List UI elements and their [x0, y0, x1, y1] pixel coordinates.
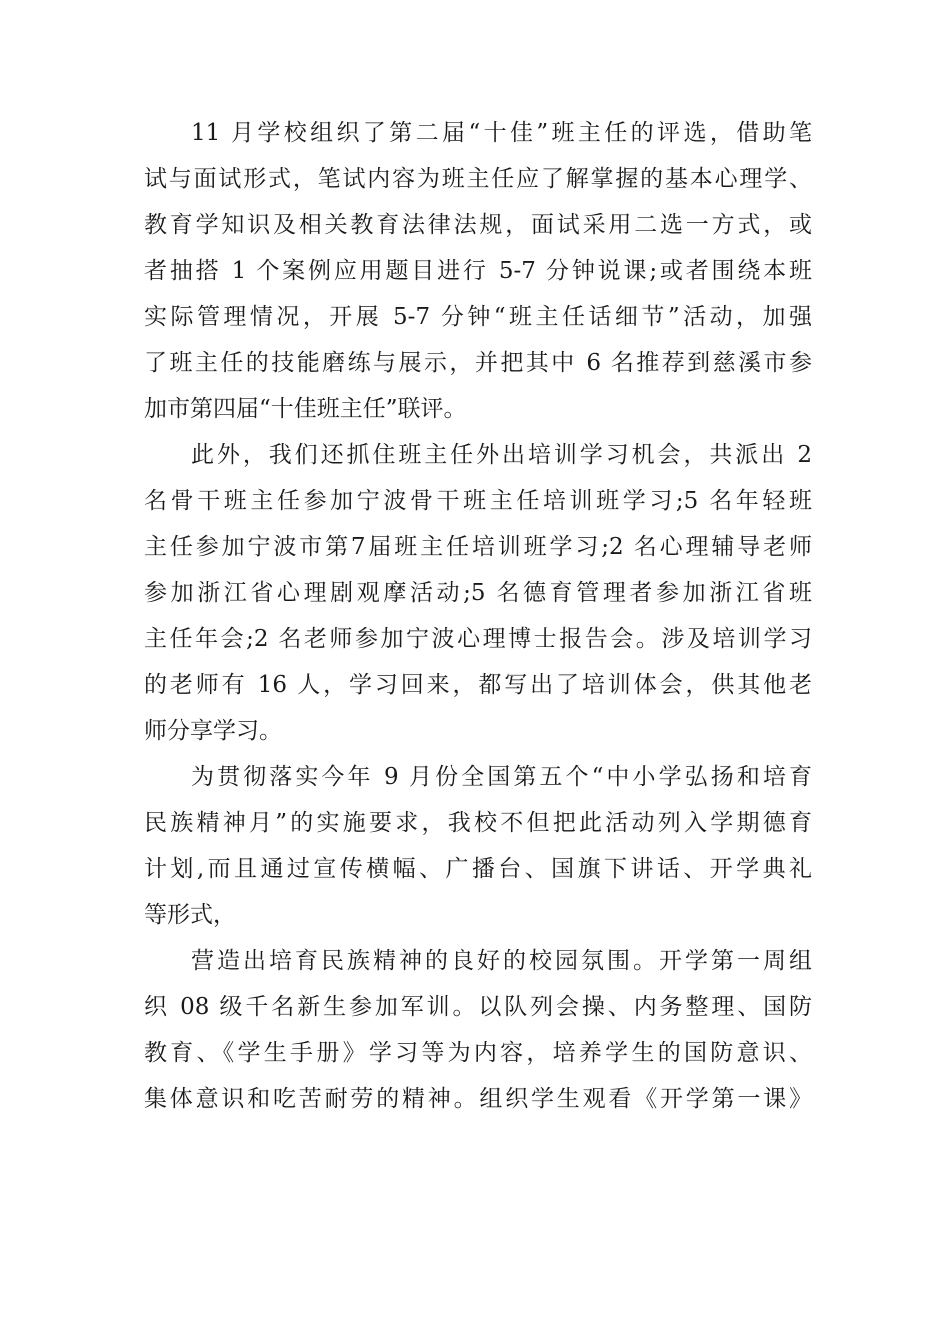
text-line: 了班主任的技能磨练与展示，并把其中 6 名推荐到慈溪市参	[144, 350, 812, 376]
document-page	[144, 110, 812, 1122]
paragraph-teacher-selection	[144, 110, 812, 432]
text-line: 计划,而且通过宣传横幅、广播台、国旗下讲话、开学典礼	[144, 856, 812, 882]
text-line: 主任参加宁波市第7届班主任培训班学习;2 名心理辅导老师	[144, 534, 812, 560]
text-line: 的老师有 16 人，学习回来，都写出了培训体会，供其他老	[144, 672, 812, 698]
paragraph-campus-atmosphere	[144, 938, 812, 1122]
text-line: 教育、《学生手册》学习等为内容，培养学生的国防意识、	[144, 1040, 812, 1066]
text-line: 营造出培育民族精神的良好的校园氛围。开学第一周组	[191, 948, 812, 974]
text-line: 试与面试形式，笔试内容为班主任应了解掌握的基本心理学、	[144, 166, 812, 192]
text-line: 民族精神月”的实施要求，我校不但把此活动列入学期德育	[144, 810, 812, 836]
text-line: 等形式，	[144, 902, 236, 928]
text-line: 师分享学习。	[144, 718, 282, 744]
text-line: 主任年会;2 名老师参加宁波心理博士报告会。涉及培训学习	[144, 626, 812, 652]
text-line: 此外，我们还抓住班主任外出培训学习机会，共派出 2	[191, 442, 812, 468]
text-line: 实际管理情况，开展 5-7 分钟“班主任话细节”活动，加强	[144, 304, 812, 330]
text-line: 为贯彻落实今年 9 月份全国第五个“中小学弘扬和培育	[191, 764, 812, 790]
text-line: 参加浙江省心理剧观摩活动;5 名德育管理者参加浙江省班	[144, 580, 812, 606]
paragraph-national-spirit	[144, 754, 812, 938]
text-line: 11 月学校组织了第二届“十佳”班主任的评选，借助笔	[191, 120, 812, 146]
text-line: 名骨干班主任参加宁波骨干班主任培训班学习;5 名年轻班	[144, 488, 812, 514]
text-line: 教育学知识及相关教育法律法规，面试采用二选一方式，或	[144, 212, 812, 238]
text-line: 加市第四届“十佳班主任”联评。	[144, 396, 467, 422]
text-line: 织 08 级千名新生参加军训。以队列会操、内务整理、国防	[144, 994, 812, 1020]
text-line: 者抽搭 1 个案例应用题目进行 5-7 分钟说课;或者围绕本班	[144, 258, 812, 284]
paragraph-training	[144, 432, 812, 754]
text-line: 集体意识和吃苦耐劳的精神。组织学生观看《开学第一课》	[144, 1086, 812, 1112]
